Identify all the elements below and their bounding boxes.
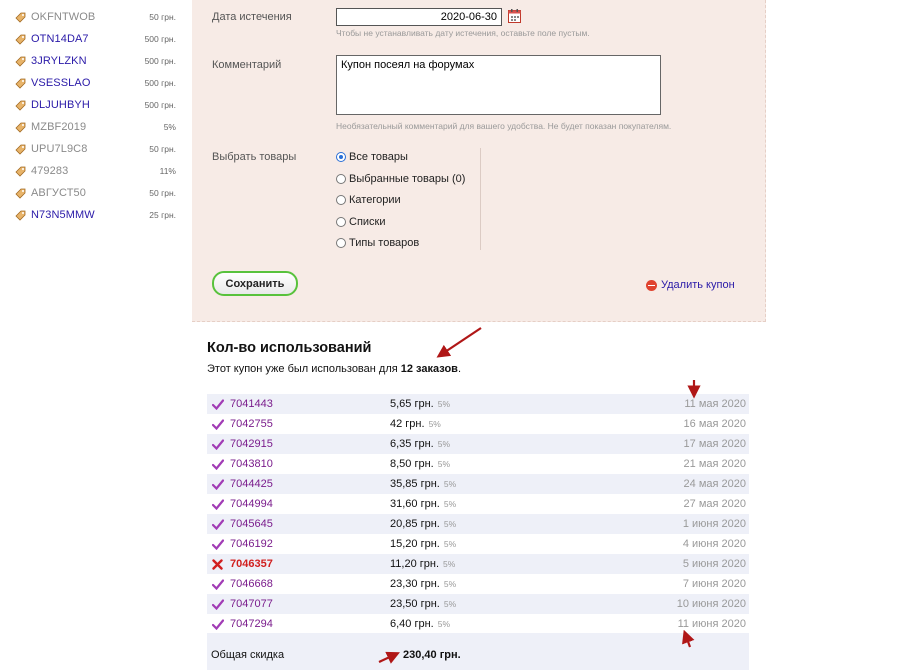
usage-date: 7 июня 2020	[682, 578, 746, 590]
annotation-arrow-last-date	[686, 636, 690, 647]
discount-amount: 8,50 грн.	[390, 458, 434, 470]
discount-percent: 5%	[437, 399, 451, 409]
discount-amount: 6,35 грн.	[390, 438, 434, 450]
order-link[interactable]: 7044425	[230, 478, 273, 490]
coupon-code[interactable]: DLJUHBYH	[31, 99, 90, 111]
discount-amount: 35,85 грн.	[390, 478, 440, 490]
coupon-amount: 500 грн.	[144, 78, 176, 88]
annotation-arrow-total	[379, 655, 394, 662]
usage-date: 1 июня 2020	[682, 518, 746, 530]
total-discount-label: Общая скидка	[211, 649, 285, 661]
annotation-arrow-count	[442, 328, 481, 354]
coupon-code[interactable]: OKFNTWOB	[31, 11, 96, 23]
discount-percent: 5%	[443, 519, 457, 529]
expiry-hint: Чтобы не устанавливать дату истечения, оставьте поле пустым.	[336, 28, 590, 38]
usage-info-prefix: Этот купон уже был использован для	[207, 363, 398, 375]
discount-amount: 20,85 грн.	[390, 518, 440, 530]
coupon-amount: 25 грн.	[149, 210, 176, 220]
usage-date: 10 июня 2020	[676, 598, 746, 610]
coupon-amount: 50 грн.	[149, 144, 176, 154]
discount-percent: 5%	[443, 579, 457, 589]
order-link[interactable]: 7046192	[230, 538, 273, 550]
product-option-label: Списки	[349, 215, 386, 228]
usage-date: 16 мая 2020	[683, 418, 746, 430]
coupon-amount: 50 грн.	[149, 188, 176, 198]
usage-info-suffix: .	[457, 363, 461, 375]
usage-date: 11 мая 2020	[684, 398, 746, 410]
order-link[interactable]: 7042915	[230, 438, 273, 450]
delete-coupon-label: Удалить купон	[661, 279, 735, 291]
usage-date: 21 мая 2020	[683, 458, 746, 470]
discount-percent: 5%	[428, 419, 441, 429]
coupon-code[interactable]: 3JRYLZKN	[31, 55, 87, 67]
coupon-code[interactable]: UPU7L9C8	[31, 143, 88, 155]
coupon-code[interactable]: VSESSLAO	[31, 77, 91, 89]
expiry-label: Дата истечения	[212, 11, 292, 23]
product-option-label: Категории	[349, 194, 401, 206]
coupon-amount: 500 грн.	[144, 34, 176, 44]
coupon-code[interactable]: MZBF2019	[31, 121, 87, 133]
comment-hint: Необязательный комментарий для вашего удобства. Не будет показан покупателям.	[336, 121, 672, 131]
order-link[interactable]: 7045645	[230, 518, 273, 530]
discount-percent: 5%	[443, 599, 457, 609]
discount-amount: 6,40 грн.	[390, 618, 434, 630]
products-label: Выбрать товары	[212, 151, 297, 163]
coupon-code[interactable]: 479283	[31, 165, 69, 177]
discount-amount: 15,20 грн.	[390, 538, 440, 550]
coupon-code[interactable]: OTN14DA7	[31, 33, 89, 45]
comment-label: Комментарий	[212, 59, 282, 71]
order-link[interactable]: 7047077	[230, 598, 273, 610]
usage-date: 4 июня 2020	[682, 538, 746, 550]
total-discount-value: 230,40 грн.	[403, 649, 461, 661]
discount-percent: 5%	[437, 459, 451, 469]
coupon-amount: 11%	[159, 166, 176, 176]
order-link[interactable]: 7043810	[230, 458, 273, 470]
usage-date: 17 мая 2020	[683, 438, 746, 450]
product-option-label: Выбранные товары (0)	[349, 172, 466, 185]
discount-amount: 42 грн.	[390, 418, 425, 430]
discount-amount: 23,30 грн.	[390, 578, 440, 590]
discount-amount: 23,50 грн.	[390, 598, 440, 610]
coupon-code[interactable]: АВГУСТ50	[31, 187, 86, 199]
coupon-amount: 500 грн.	[144, 56, 176, 66]
order-link[interactable]: 7047294	[230, 618, 273, 630]
coupon-amount: 500 грн.	[144, 100, 176, 110]
product-option-label: Типы товаров	[349, 237, 420, 249]
discount-amount: 31,60 грн.	[390, 498, 440, 510]
discount-amount: 5,65 грн.	[390, 398, 434, 410]
order-link[interactable]: 7046668	[230, 578, 273, 590]
discount-percent: 5%	[437, 619, 451, 629]
order-link[interactable]: 7041443	[230, 398, 273, 410]
discount-percent: 5%	[443, 479, 457, 489]
usage-date: 24 мая 2020	[683, 478, 746, 490]
discount-percent: 5%	[443, 499, 457, 509]
discount-percent: 5%	[443, 539, 457, 549]
order-link[interactable]: 7046357	[230, 558, 273, 570]
product-option-label: Все товары	[349, 151, 408, 163]
discount-percent: 5%	[443, 559, 456, 569]
usage-title: Кол-во использований	[207, 340, 372, 356]
order-link[interactable]: 7042755	[230, 418, 273, 430]
coupon-amount: 50 грн.	[149, 12, 176, 22]
usage-date: 27 мая 2020	[683, 498, 746, 510]
coupon-code[interactable]: N73N5MMW	[31, 209, 95, 221]
usage-count: 12 заказов	[400, 363, 458, 375]
coupon-amount: 5%	[163, 122, 176, 132]
discount-amount: 11,20 грн.	[390, 558, 440, 570]
usage-date: 5 июня 2020	[682, 558, 746, 570]
usage-date: 11 июня 2020	[677, 618, 746, 630]
order-link[interactable]: 7044994	[230, 498, 273, 510]
discount-percent: 5%	[437, 439, 451, 449]
save-button[interactable]: Сохранить	[212, 271, 298, 296]
